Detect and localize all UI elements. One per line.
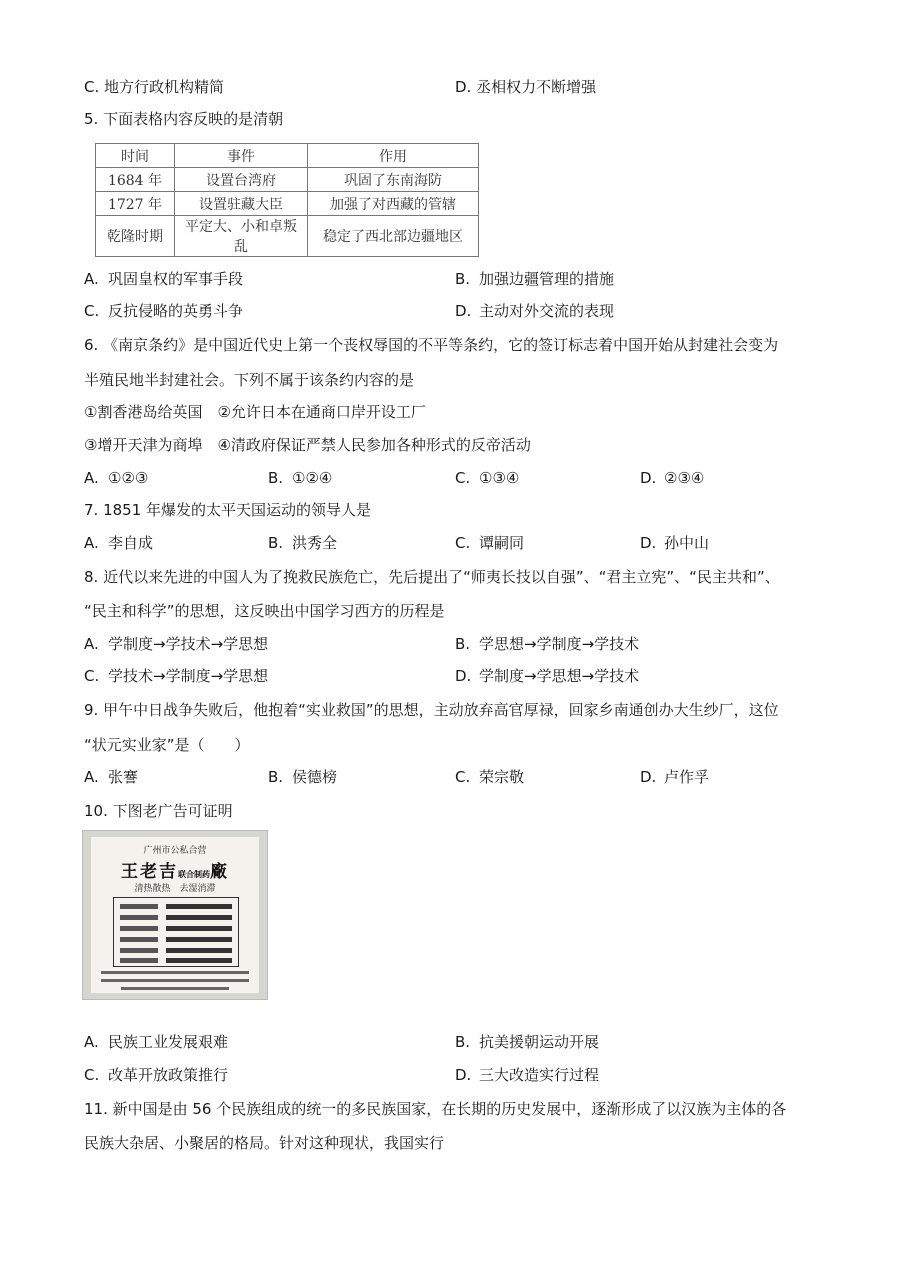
- q6-option-d: D. ②③④: [640, 469, 705, 487]
- table-cell: 加强了对西藏的管辖: [308, 192, 479, 216]
- table-header: 事件: [175, 144, 308, 168]
- ad-product-list: [113, 897, 239, 967]
- q6-option-b: B. ①②④: [268, 469, 333, 487]
- ad-brand-name: 王老吉联合制药廠: [121, 862, 229, 882]
- table-cell: 平定大、小和卓叛乱: [175, 216, 308, 257]
- q5-option-d: D. 主动对外交流的表现: [455, 302, 615, 320]
- q11-stem-line2: 民族大杂居、小聚居的格局。针对这种现状，我国实行: [84, 1134, 445, 1152]
- q10-option-a: A. 民族工业发展艰难: [84, 1033, 229, 1051]
- q10-stem: 10. 下图老广告可证明: [84, 802, 233, 820]
- q5-stem: 5. 下面表格内容反映的是清朝: [84, 110, 284, 128]
- q10-option-c: C. 改革开放政策推行: [84, 1066, 229, 1084]
- q4-option-d: D. 丞相权力不断增强: [455, 78, 597, 96]
- q6-option-c: C. ①③④: [455, 469, 520, 487]
- q8-option-a: A. 学制度→学技术→学思想: [84, 635, 269, 653]
- q10-option-d: D. 三大改造实行过程: [455, 1066, 600, 1084]
- q9-option-d: D. 卢作孚: [640, 768, 710, 786]
- q8-stem-line2: “民主和科学”的思想，这反映出中国学习西方的历程是: [84, 602, 445, 620]
- q10-option-b: B. 抗美援朝运动开展: [455, 1033, 600, 1051]
- q8-option-d: D. 学制度→学思想→学技术: [455, 667, 640, 685]
- q5-option-c: C. 反抗侵略的英勇斗争: [84, 302, 244, 320]
- q5-table: [95, 143, 479, 257]
- table-row: [96, 216, 479, 257]
- q8-option-c: C. 学技术→学制度→学思想: [84, 667, 269, 685]
- table-row: [96, 168, 479, 192]
- q6-stem-line2: 半殖民地半封建社会。下列不属于该条约内容的是: [84, 371, 415, 389]
- q9-option-b: B. 侯德榜: [268, 768, 338, 786]
- table-cell: 设置台湾府: [175, 168, 308, 192]
- table-header: 时间: [96, 144, 175, 168]
- q6-stem-line1: 6. 《南京条约》是中国近代史上第一个丧权辱国的不平等条约，它的签订标志着中国开始从封建社会变为: [84, 336, 779, 354]
- table-cell: 稳定了西北部边疆地区: [308, 216, 479, 257]
- table-cell: 1727 年: [96, 192, 175, 216]
- q5-option-b: B. 加强边疆管理的措施: [455, 270, 615, 288]
- table-cell: 设置驻藏大臣: [175, 192, 308, 216]
- table-row: [96, 192, 479, 216]
- q7-option-d: D. 孙中山: [640, 534, 710, 552]
- ad-top-line: 广州市公私合营: [143, 846, 207, 856]
- table-header: 作用: [308, 144, 479, 168]
- q7-option-a: A. 李自成: [84, 534, 154, 552]
- q7-option-c: C. 谭嗣同: [455, 534, 525, 552]
- q5-option-a: A. 巩固皇权的军事手段: [84, 270, 244, 288]
- q6-items-line1: ①割香港岛给英国 ②允许日本在通商口岸开设工厂: [84, 403, 426, 421]
- q6-option-a: A. ①②③: [84, 469, 149, 487]
- q9-option-a: A. 张謇: [84, 768, 139, 786]
- old-advertisement-image: [82, 830, 268, 1000]
- q7-option-b: B. 洪秀全: [268, 534, 338, 552]
- table-cell: 乾隆时期: [96, 216, 175, 257]
- q11-stem-line1: 11. 新中国是由 56 个民族组成的统一的多民族国家，在长期的历史发展中，逐渐形成了以汉族为主体的各: [84, 1100, 787, 1118]
- ad-slogan: 清热散热 去湿消滞: [134, 884, 216, 894]
- table-cell: 1684 年: [96, 168, 175, 192]
- q6-items-line2: ③增开天津为商埠 ④清政府保证严禁人民参加各种形式的反帝活动: [84, 436, 531, 454]
- q9-option-c: C. 荣宗敬: [455, 768, 525, 786]
- table-cell: 巩固了东南海防: [308, 168, 479, 192]
- q7-stem: 7. 1851 年爆发的太平天国运动的领导人是: [84, 501, 372, 519]
- q9-stem-line1: 9. 甲午中日战争失败后，他抱着“实业救国”的思想，主动放弃高官厚禄，回家乡南通创办大生纱厂，这位: [84, 701, 779, 719]
- q4-option-c: C. 地方行政机构精简: [84, 78, 225, 96]
- q9-stem-line2: “状元实业家”是（ ）: [84, 736, 250, 754]
- q8-option-b: B. 学思想→学制度→学技术: [455, 635, 640, 653]
- q8-stem-line1: 8. 近代以来先进的中国人为了挽救民族危亡，先后提出了“师夷长技以自强”、“君主立宪”、“民主共和”、: [84, 568, 780, 586]
